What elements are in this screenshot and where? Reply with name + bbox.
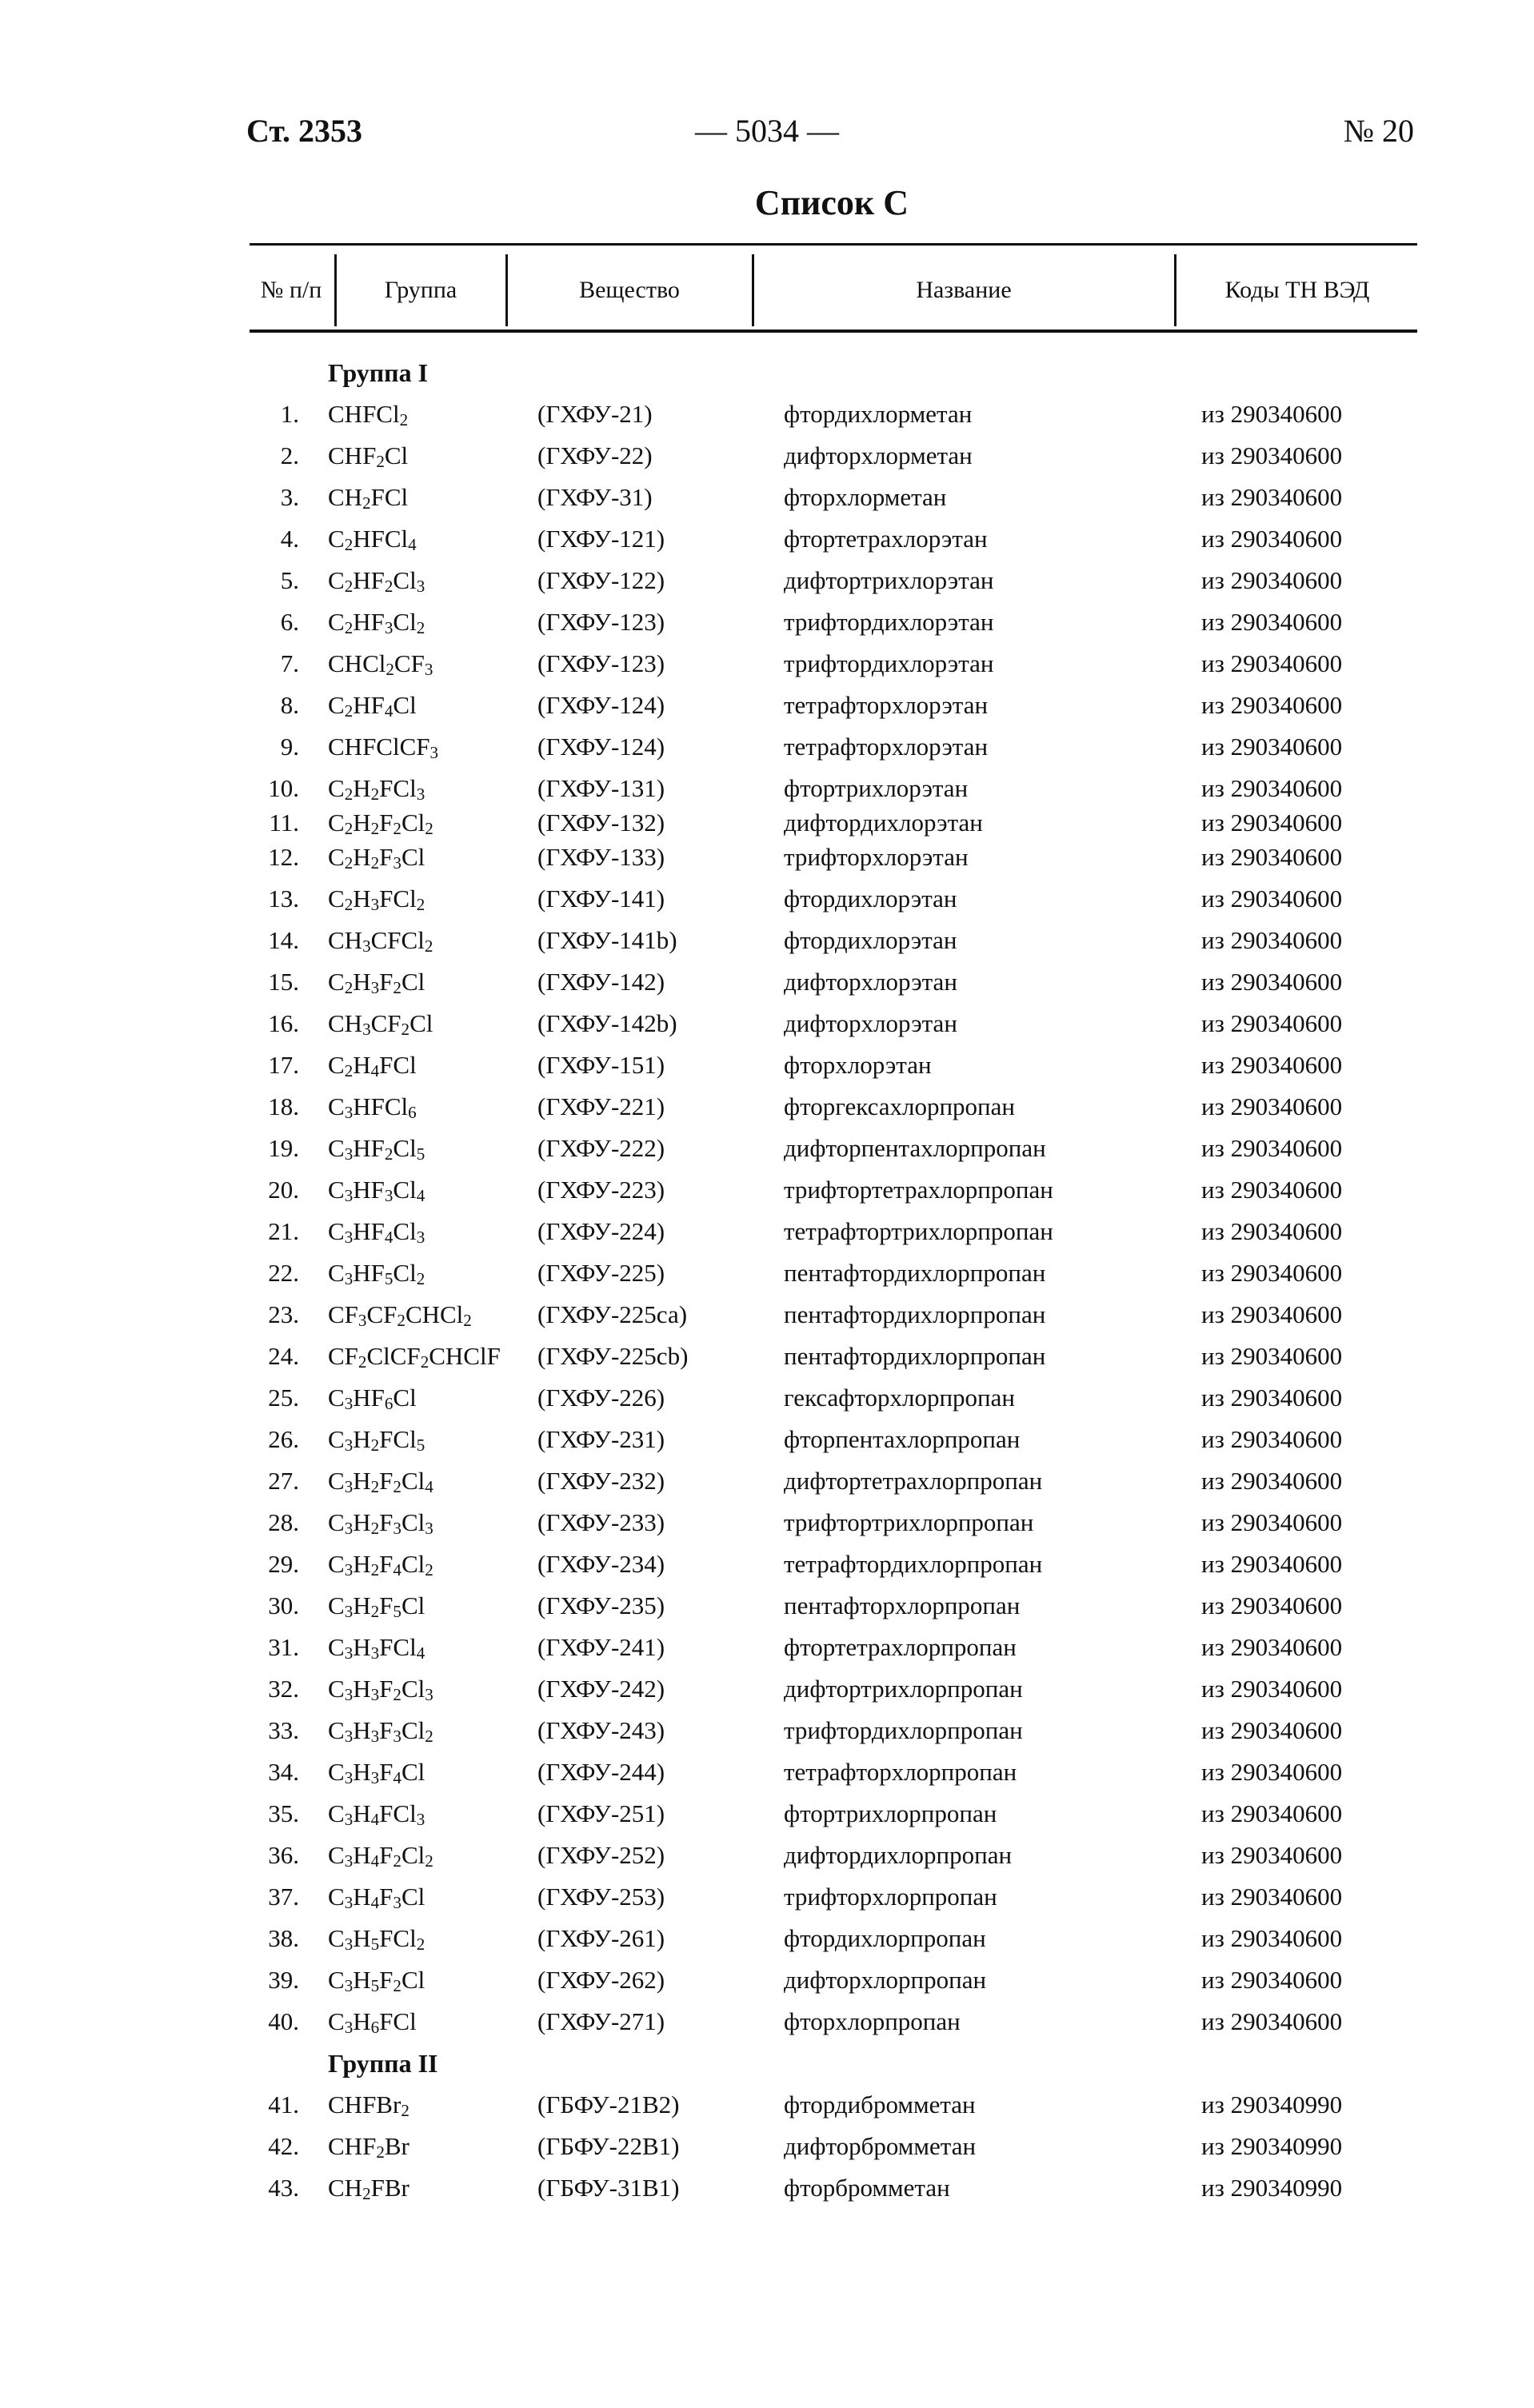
substance-name: пентафторхлорпропан	[784, 1591, 1021, 1619]
tnved-code: из 290340600	[1201, 885, 1343, 912]
tnved-code: из 290340600	[1201, 2007, 1343, 2035]
table-row	[0, 1336, 1534, 1377]
substance-name: трифтортетрахлорпропан	[784, 1176, 1053, 1204]
chemical-formula: $C_3H_5F_2Cl$	[328, 1966, 425, 1996]
substance-name: пентафтордихлорпропан	[784, 1300, 1046, 1328]
table-row	[0, 726, 1534, 768]
substance-code: (ГХФУ-222)	[537, 1134, 665, 1162]
tnved-code: из 290340600	[1201, 926, 1343, 954]
row-number: 1.	[280, 400, 299, 428]
table-row	[0, 1460, 1534, 1502]
tnved-code: из 290340600	[1201, 1009, 1343, 1037]
table-row	[0, 961, 1534, 1003]
table-row	[0, 393, 1534, 435]
table-row	[0, 435, 1534, 477]
tnved-code: из 290340600	[1201, 1425, 1343, 1453]
row-number: 9.	[280, 733, 299, 761]
substance-code: (ГХФУ-261)	[537, 1924, 665, 1952]
table-row	[0, 1169, 1534, 1211]
row-number: 39.	[268, 1966, 299, 1994]
substance-code: (ГХФУ-235)	[537, 1591, 665, 1619]
substance-name: тетрафторхлорэтан	[784, 691, 989, 719]
chemical-formula: $CF_2ClCF_2CHClF$	[328, 1342, 501, 1372]
substance-name: трифтортрихлорпропан	[784, 1508, 1034, 1536]
substance-name: дифтордихлорэтан	[784, 809, 983, 837]
group-title: Группа II	[328, 2049, 438, 2078]
substance-name: тетрафтортрихлорпропан	[784, 1217, 1053, 1245]
substance-code: (ГХФУ-244)	[537, 1758, 665, 1786]
row-number: 26.	[268, 1425, 299, 1453]
substance-code: (ГХФУ-262)	[537, 1966, 665, 1994]
row-number: 28.	[268, 1508, 299, 1536]
row-number: 33.	[268, 1716, 299, 1744]
substance-name: фтордибромметан	[784, 2091, 976, 2118]
row-number: 25.	[268, 1384, 299, 1412]
substance-name: фтортрихлорэтан	[784, 774, 969, 802]
row-number: 4.	[280, 525, 299, 553]
tnved-code: из 290340600	[1201, 809, 1343, 837]
substance-code: (ГХФУ-252)	[537, 1841, 665, 1869]
substance-code: (ГХФУ-231)	[537, 1425, 665, 1453]
substance-name: трифторхлорпропан	[784, 1883, 997, 1911]
table-row	[0, 560, 1534, 601]
tnved-code: из 290340600	[1201, 1716, 1343, 1744]
row-number: 36.	[268, 1841, 299, 1869]
row-number: 16.	[268, 1009, 299, 1037]
table-row	[0, 1627, 1534, 1668]
substance-code: (ГХФУ-141b)	[537, 926, 677, 954]
chemical-formula: $C_3H_3FCl_4$	[328, 1633, 425, 1663]
row-number: 27.	[268, 1467, 299, 1495]
row-number: 29.	[268, 1550, 299, 1578]
table-row	[0, 809, 1534, 837]
row-number: 14.	[268, 926, 299, 954]
table-row	[0, 1003, 1534, 1044]
column-divider	[505, 254, 508, 326]
table-row	[0, 837, 1534, 878]
page-number: — 5034 —	[695, 113, 839, 149]
table-row	[0, 1252, 1534, 1294]
column-header-codes: Коды ТН ВЭД	[1224, 277, 1370, 303]
substance-name: фтортетрахлорэтан	[784, 525, 988, 553]
table-row	[0, 1835, 1534, 1876]
substance-name: дифторхлорпропан	[784, 1966, 987, 1994]
chemical-formula: $C_3HF_5Cl_2$	[328, 1259, 425, 1289]
chemical-formula: $CHF_2Cl$	[328, 441, 409, 472]
substance-name: фтордихлорэтан	[784, 885, 957, 912]
article-number: Ст. 2353	[246, 113, 362, 149]
substance-code: (ГХФУ-225са)	[537, 1300, 688, 1328]
substance-code: (ГХФУ-124)	[537, 733, 665, 761]
substance-name: фтордихлорпропан	[784, 1924, 986, 1952]
tnved-code: из 290340600	[1201, 1508, 1343, 1536]
chemical-formula: $C_2HF_4Cl$	[328, 691, 417, 721]
tnved-code: из 290340600	[1201, 691, 1343, 719]
substance-name: трифтордихлорпропан	[784, 1716, 1023, 1744]
substance-name: дифторхлорметан	[784, 441, 973, 469]
table-row	[0, 643, 1534, 685]
substance-name: фторхлорпропан	[784, 2007, 961, 2035]
chemical-formula: $C_2HF_3Cl_2$	[328, 608, 425, 638]
row-number: 38.	[268, 1924, 299, 1952]
substance-name: дифторбромметан	[784, 2132, 977, 2160]
table-row	[0, 2126, 1534, 2167]
chemical-formula: $C_3H_6FCl$	[328, 2007, 417, 2038]
tnved-code: из 290340600	[1201, 1342, 1343, 1370]
chemical-formula: $C_2HFCl_4$	[328, 525, 417, 555]
substance-code: (ГХФУ-132)	[537, 809, 665, 837]
chemical-formula: $C_2H_2FCl_3$	[328, 774, 425, 805]
column-divider	[334, 254, 337, 326]
table-row	[0, 1211, 1534, 1252]
table-row	[0, 2084, 1534, 2126]
row-number: 19.	[268, 1134, 299, 1162]
chemical-formula: $C_2H_2F_3Cl$	[328, 843, 425, 873]
tnved-code: из 290340600	[1201, 1633, 1343, 1661]
row-number: 18.	[268, 1092, 299, 1120]
table-row	[0, 1128, 1534, 1169]
table-row	[0, 685, 1534, 726]
row-number: 23.	[268, 1300, 299, 1328]
substance-code: (ГБФУ-21В2)	[537, 2091, 680, 2118]
table-row	[0, 2001, 1534, 2043]
substance-code: (ГХФУ-141)	[537, 885, 665, 912]
substance-code: (ГХФУ-133)	[537, 843, 665, 871]
substance-name: трифторхлорэтан	[784, 843, 969, 871]
tnved-code: из 290340600	[1201, 1051, 1343, 1079]
substance-name: пентафтордихлорпропан	[784, 1342, 1046, 1370]
chemical-formula: $C_3H_2F_4Cl_2$	[328, 1550, 433, 1580]
substance-code: (ГБФУ-31В1)	[537, 2174, 680, 2202]
chemical-formula: $CHCl_2CF_3$	[328, 649, 433, 680]
row-number: 20.	[268, 1176, 299, 1204]
tnved-code: из 290340600	[1201, 1758, 1343, 1786]
column-header-number: № п/п	[260, 277, 322, 303]
tnved-code: из 290340600	[1201, 649, 1343, 677]
chemical-formula: $C_3H_4F_2Cl_2$	[328, 1841, 433, 1871]
substance-name: фторхлорметан	[784, 483, 947, 511]
tnved-code: из 290340990	[1201, 2174, 1343, 2202]
tnved-code: из 290340600	[1201, 1841, 1343, 1869]
chemical-formula: CHFClCF$_3$	[328, 733, 439, 763]
row-number: 34.	[268, 1758, 299, 1786]
substance-code: (ГХФУ-31)	[537, 483, 653, 511]
row-number: 11.	[269, 809, 299, 837]
substance-code: (ГХФУ-232)	[537, 1467, 665, 1495]
tnved-code: из 290340600	[1201, 1300, 1343, 1328]
row-number: 10.	[268, 774, 299, 802]
substance-name: гексафторхлорпропан	[784, 1384, 1015, 1412]
tnved-code: из 290340600	[1201, 1259, 1343, 1287]
substance-name: тетрафторхлорэтан	[784, 733, 989, 761]
substance-code: (ГХФУ-123)	[537, 649, 665, 677]
chemical-formula: $C_3H_2F_2Cl_4$	[328, 1467, 433, 1497]
column-divider	[752, 254, 754, 326]
substance-code: (ГХФУ-224)	[537, 1217, 665, 1245]
tnved-code: из 290340600	[1201, 1134, 1343, 1162]
substance-name: дифтортрихлорэтан	[784, 566, 994, 594]
chemical-formula: $C_3H_4FCl_3$	[328, 1799, 425, 1830]
row-number: 7.	[280, 649, 299, 677]
substance-name: фторхлорэтан	[784, 1051, 932, 1079]
row-number: 42.	[268, 2132, 299, 2160]
chemical-formula: $C_3H_4F_3Cl$	[328, 1883, 425, 1913]
substance-name: фтортетрахлорпропан	[784, 1633, 1017, 1661]
substance-name: дифторхлорэтан	[784, 968, 957, 996]
substance-name: трифтордихлорэтан	[784, 608, 994, 636]
substance-code: (ГХФУ-151)	[537, 1051, 665, 1079]
substance-code: (ГХФУ-251)	[537, 1799, 665, 1827]
tnved-code: из 290340600	[1201, 1591, 1343, 1619]
chemical-formula: $CH_2FBr$	[328, 2174, 409, 2204]
chemical-formula: $C_3H_2FCl_5$	[328, 1425, 425, 1456]
substance-name: трифтордихлорэтан	[784, 649, 994, 677]
substance-name: дифторхлорэтан	[784, 1009, 957, 1037]
tnved-code: из 290340600	[1201, 608, 1343, 636]
chemical-formula: $C_3HF_6Cl$	[328, 1384, 417, 1414]
tnved-code: из 290340600	[1201, 968, 1343, 996]
table-row	[0, 878, 1534, 920]
table-row	[0, 477, 1534, 518]
column-header-group: Группа	[384, 277, 457, 303]
column-divider	[1174, 254, 1176, 326]
table-row	[0, 920, 1534, 961]
chemical-formula: $CHF_2Br$	[328, 2132, 409, 2162]
substance-code: (ГХФУ-142b)	[537, 1009, 677, 1037]
substance-code: (ГХФУ-142)	[537, 968, 665, 996]
row-number: 2.	[280, 441, 299, 469]
row-number: 12.	[268, 843, 299, 871]
substance-table	[0, 352, 1534, 2209]
substance-code: (ГХФУ-234)	[537, 1550, 665, 1578]
tnved-code: из 290340600	[1201, 1799, 1343, 1827]
table-row	[0, 1086, 1534, 1128]
list-title: Список С	[754, 183, 909, 222]
row-number: 21.	[268, 1217, 299, 1245]
tnved-code: из 290340600	[1201, 1883, 1343, 1911]
table-row	[0, 1918, 1534, 1959]
tnved-code: из 290340600	[1201, 774, 1343, 802]
substance-code: (ГХФУ-271)	[537, 2007, 665, 2035]
row-number: 43.	[268, 2174, 299, 2202]
row-number: 15.	[268, 968, 299, 996]
row-number: 30.	[268, 1591, 299, 1619]
table-row	[0, 768, 1534, 809]
row-number: 31.	[268, 1633, 299, 1661]
row-number: 35.	[268, 1799, 299, 1827]
tnved-code: из 290340600	[1201, 1176, 1343, 1204]
table-row	[0, 1585, 1534, 1627]
tnved-code: из 290340600	[1201, 566, 1343, 594]
chemical-formula: $C_2H_3F_2Cl$	[328, 968, 425, 998]
chemical-formula: $C_3HF_2Cl_5$	[328, 1134, 425, 1164]
substance-name: дифтортетрахлорпропан	[784, 1467, 1043, 1495]
chemical-formula: $C_2H_3FCl_2$	[328, 885, 425, 915]
tnved-code: из 290340600	[1201, 400, 1343, 428]
substance-name: фторпентахлорпропан	[784, 1425, 1021, 1453]
chemical-formula: $CH_3CFCl_2$	[328, 926, 433, 956]
substance-code: (ГХФУ-21)	[537, 400, 653, 428]
table-row	[0, 601, 1534, 643]
tnved-code: из 290340600	[1201, 1217, 1343, 1245]
table-row	[0, 1959, 1534, 2001]
chemical-formula: $CH_2FCl$	[328, 483, 409, 513]
substance-code: (ГХФУ-124)	[537, 691, 665, 719]
table-row	[0, 1502, 1534, 1543]
tnved-code: из 290340600	[1201, 1550, 1343, 1578]
column-header-name: Название	[916, 277, 1012, 303]
table-row	[0, 1751, 1534, 1793]
substance-code: (ГХФУ-122)	[537, 566, 665, 594]
table-top-rule	[250, 243, 1417, 246]
substance-name: фтордихлорэтан	[784, 926, 957, 954]
row-number: 3.	[280, 483, 299, 511]
row-number: 8.	[280, 691, 299, 719]
substance-name: фтортрихлорпропан	[784, 1799, 997, 1827]
substance-name: тетрафторхлорпропан	[784, 1758, 1017, 1786]
substance-code: (ГХФУ-221)	[537, 1092, 665, 1120]
substance-name: фтордихлорметан	[784, 400, 973, 428]
row-number: 40.	[268, 2007, 299, 2035]
substance-code: (ГХФУ-225сb)	[537, 1342, 689, 1370]
tnved-code: из 290340600	[1201, 843, 1343, 871]
table-row	[0, 2167, 1534, 2209]
substance-name: дифтордихлорпропан	[784, 1841, 1013, 1869]
row-number: 5.	[280, 566, 299, 594]
tnved-code: из 290340600	[1201, 1467, 1343, 1495]
tnved-code: из 290340600	[1201, 441, 1343, 469]
chemical-formula: $C_3H_3F_2Cl_3$	[328, 1675, 433, 1705]
tnved-code: из 290340600	[1201, 1092, 1343, 1120]
group-title: Группа I	[328, 358, 429, 387]
substance-code: (ГХФУ-223)	[537, 1176, 665, 1204]
table-row	[0, 1294, 1534, 1336]
row-number: 37.	[268, 1883, 299, 1911]
chemical-formula: $C_3H_5FCl_2$	[328, 1924, 425, 1955]
table-row	[0, 1377, 1534, 1419]
table-row	[0, 1419, 1534, 1460]
substance-name: дифтортрихлорпропан	[784, 1675, 1023, 1703]
row-number: 13.	[268, 885, 299, 912]
row-number: 6.	[280, 608, 299, 636]
tnved-code: из 290340600	[1201, 483, 1343, 511]
issue-number: № 20	[1343, 113, 1414, 149]
substance-code: (ГХФУ-123)	[537, 608, 665, 636]
substance-code: (ГХФУ-242)	[537, 1675, 665, 1703]
table-row	[0, 518, 1534, 560]
table-header-rule	[250, 329, 1417, 333]
tnved-code: из 290340600	[1201, 1924, 1343, 1952]
tnved-code: из 290340600	[1201, 733, 1343, 761]
chemical-formula: $C_2H_4FCl$	[328, 1051, 417, 1081]
tnved-code: из 290340600	[1201, 1966, 1343, 1994]
substance-code: (ГБФУ-22В1)	[537, 2132, 680, 2160]
chemical-formula: $C_3H_3F_4Cl$	[328, 1758, 425, 1788]
chemical-formula: $C_3H_2F_5Cl$	[328, 1591, 425, 1622]
chemical-formula: $C_3HFCl_6$	[328, 1092, 417, 1123]
row-number: 24.	[268, 1342, 299, 1370]
tnved-code: из 290340600	[1201, 1384, 1343, 1412]
substance-code: (ГХФУ-226)	[537, 1384, 665, 1412]
chemical-formula: CHFBr$_2$	[328, 2091, 409, 2121]
substance-name: дифторпентахлорпропан	[784, 1134, 1046, 1162]
chemical-formula: $C_3HF_3Cl_4$	[328, 1176, 425, 1206]
chemical-formula: $CF_3CF_2CHCl_2$	[328, 1300, 472, 1331]
tnved-code: из 290340600	[1201, 525, 1343, 553]
substance-code: (ГХФУ-253)	[537, 1883, 665, 1911]
substance-code: (ГХФУ-22)	[537, 441, 653, 469]
tnved-code: из 290340990	[1201, 2132, 1343, 2160]
chemical-formula: CHFCl$_2$	[328, 400, 409, 430]
table-row	[0, 1668, 1534, 1710]
table-row	[0, 1543, 1534, 1585]
table-row	[0, 1044, 1534, 1086]
substance-name: тетрафтордихлорпропан	[784, 1550, 1043, 1578]
substance-code: (ГХФУ-225)	[537, 1259, 665, 1287]
chemical-formula: $C_3HF_4Cl_3$	[328, 1217, 425, 1248]
table-row	[0, 1876, 1534, 1918]
row-number: 22.	[268, 1259, 299, 1287]
substance-code: (ГХФУ-243)	[537, 1716, 665, 1744]
chemical-formula: $C_2H_2F_2Cl_2$	[328, 809, 433, 839]
row-number: 41.	[268, 2091, 299, 2118]
substance-name: фторбромметан	[784, 2174, 950, 2202]
substance-name: фторгексахлорпропан	[784, 1092, 1015, 1120]
table-row	[0, 1793, 1534, 1835]
substance-code: (ГХФУ-233)	[537, 1508, 665, 1536]
tnved-code: из 290340600	[1201, 1675, 1343, 1703]
substance-code: (ГХФУ-241)	[537, 1633, 665, 1661]
table-row	[0, 1710, 1534, 1751]
chemical-formula: $C_2HF_2Cl_3$	[328, 566, 425, 597]
chemical-formula: $C_3H_3F_3Cl_2$	[328, 1716, 433, 1747]
tnved-code: из 290340990	[1201, 2091, 1343, 2118]
chemical-formula: $C_3H_2F_3Cl_3$	[328, 1508, 433, 1539]
column-header-substance: Вещество	[579, 277, 680, 303]
substance-code: (ГХФУ-121)	[537, 525, 665, 553]
chemical-formula: $CH_3CF_2Cl$	[328, 1009, 433, 1040]
row-number: 32.	[268, 1675, 299, 1703]
substance-code: (ГХФУ-131)	[537, 774, 665, 802]
row-number: 17.	[268, 1051, 299, 1079]
substance-name: пентафтордихлорпропан	[784, 1259, 1046, 1287]
